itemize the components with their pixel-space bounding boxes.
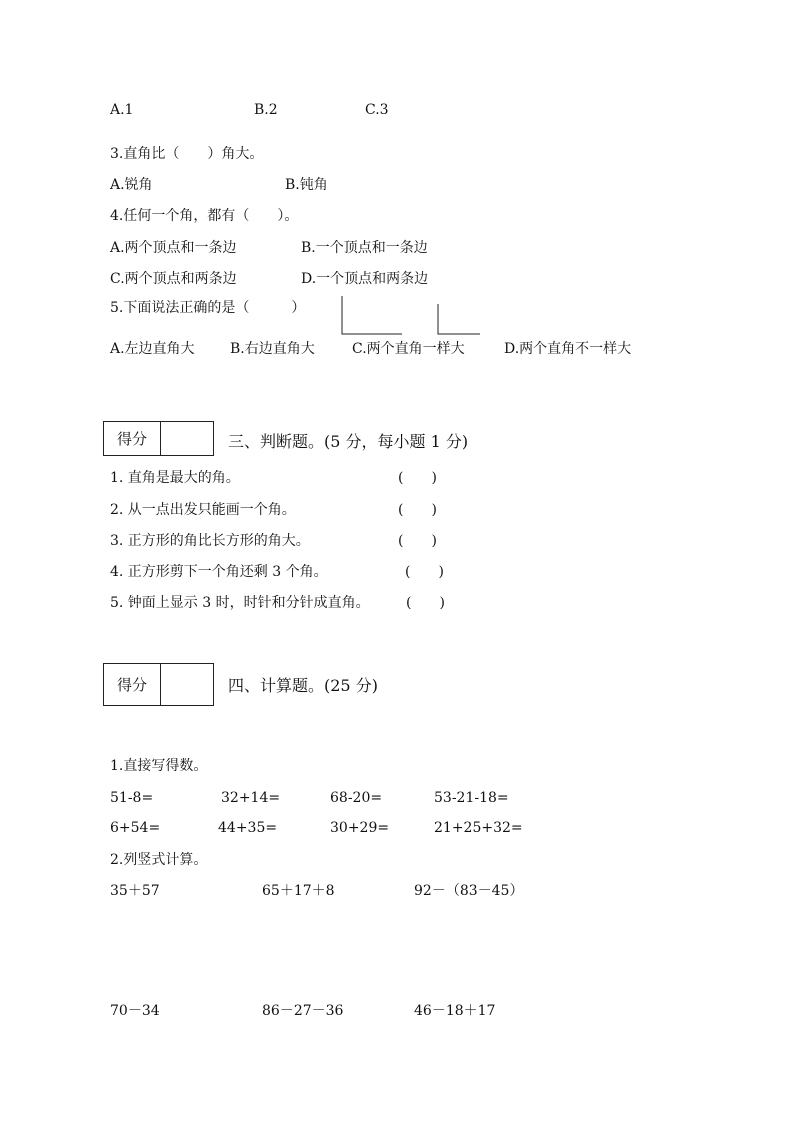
judge-item-2: 2. 从一点出发只能画一个角。 [110, 502, 296, 518]
option-a: A.1 [110, 102, 134, 118]
judge-item-3-paren: ( ) [398, 533, 437, 549]
calc-item: 53-21-18= [434, 790, 509, 806]
section-3-score-box [103, 421, 214, 456]
judge-item-1: 1. 直角是最大的角。 [110, 470, 240, 486]
sub-question-2-title: 2.列竖式计算。 [110, 852, 208, 868]
question-4-option-a: A.两个顶点和一条边 [110, 240, 237, 256]
judge-item-4: 4. 正方形剪下一个角还剩 3 个角。 [110, 564, 328, 580]
calc-item: 21+25+32= [434, 820, 523, 836]
option-c: C.3 [365, 102, 389, 118]
option-b: B.2 [254, 102, 278, 118]
question-5-stem: 5.下面说法正确的是（ ） [110, 300, 306, 316]
judge-item-3: 3. 正方形的角比长方形的角大。 [110, 533, 310, 549]
vertical-calc-item: 46－18＋17 [414, 1003, 496, 1019]
vertical-calc-item: 70－34 [110, 1003, 160, 1019]
vertical-calc-item: 92－（83－45） [414, 883, 524, 899]
score-blank [161, 664, 213, 705]
question-5-option-a: A.左边直角大 [110, 341, 195, 357]
calc-item: 44+35= [218, 820, 278, 836]
judge-item-1-paren: ( ) [398, 470, 437, 486]
question-3-option-b: B.钝角 [285, 177, 328, 193]
judge-item-4-paren: ( ) [405, 564, 444, 580]
question-4-option-c: C.两个顶点和两条边 [110, 271, 237, 287]
calc-item: 32+14= [221, 790, 281, 806]
calc-item: 6+54= [110, 820, 161, 836]
sub-question-1-title: 1.直接写得数。 [110, 758, 208, 774]
question-4-option-b: B.一个顶点和一条边 [301, 240, 428, 256]
question-5-option-b: B.右边直角大 [230, 341, 315, 357]
calc-item: 51-8= [110, 790, 154, 806]
question-3-option-a: A.锐角 [110, 177, 153, 193]
question-5-option-d: D.两个直角不一样大 [504, 341, 632, 357]
vertical-calc-item: 65＋17＋8 [262, 883, 335, 899]
section-4-title: 四、计算题。(25 分) [228, 676, 378, 695]
question-3-stem: 3.直角比（ ）角大。 [110, 146, 264, 162]
score-blank [161, 422, 213, 455]
question-4-option-d: D.一个顶点和两条边 [301, 271, 429, 287]
vertical-calc-item: 35＋57 [110, 883, 160, 899]
score-label: 得分 [104, 422, 161, 455]
section-4-score-box [103, 663, 214, 706]
section-3-title: 三、判断题。(5 分，每小题 1 分) [228, 432, 469, 451]
calc-item: 30+29= [330, 820, 390, 836]
left-right-angle-figure [336, 294, 406, 338]
judge-item-5: 5. 钟面上显示 3 时，时针和分针成直角。 [110, 595, 370, 611]
right-right-angle-figure [432, 302, 484, 338]
calc-item: 68-20= [330, 790, 383, 806]
judge-item-2-paren: ( ) [398, 502, 437, 518]
question-5-option-c: C.两个直角一样大 [352, 341, 465, 357]
question-4-stem: 4.任何一个角，都有（ ）。 [110, 208, 299, 224]
vertical-calc-item: 86－27－36 [262, 1003, 344, 1019]
score-label: 得分 [104, 664, 161, 705]
judge-item-5-paren: ( ) [406, 595, 445, 611]
